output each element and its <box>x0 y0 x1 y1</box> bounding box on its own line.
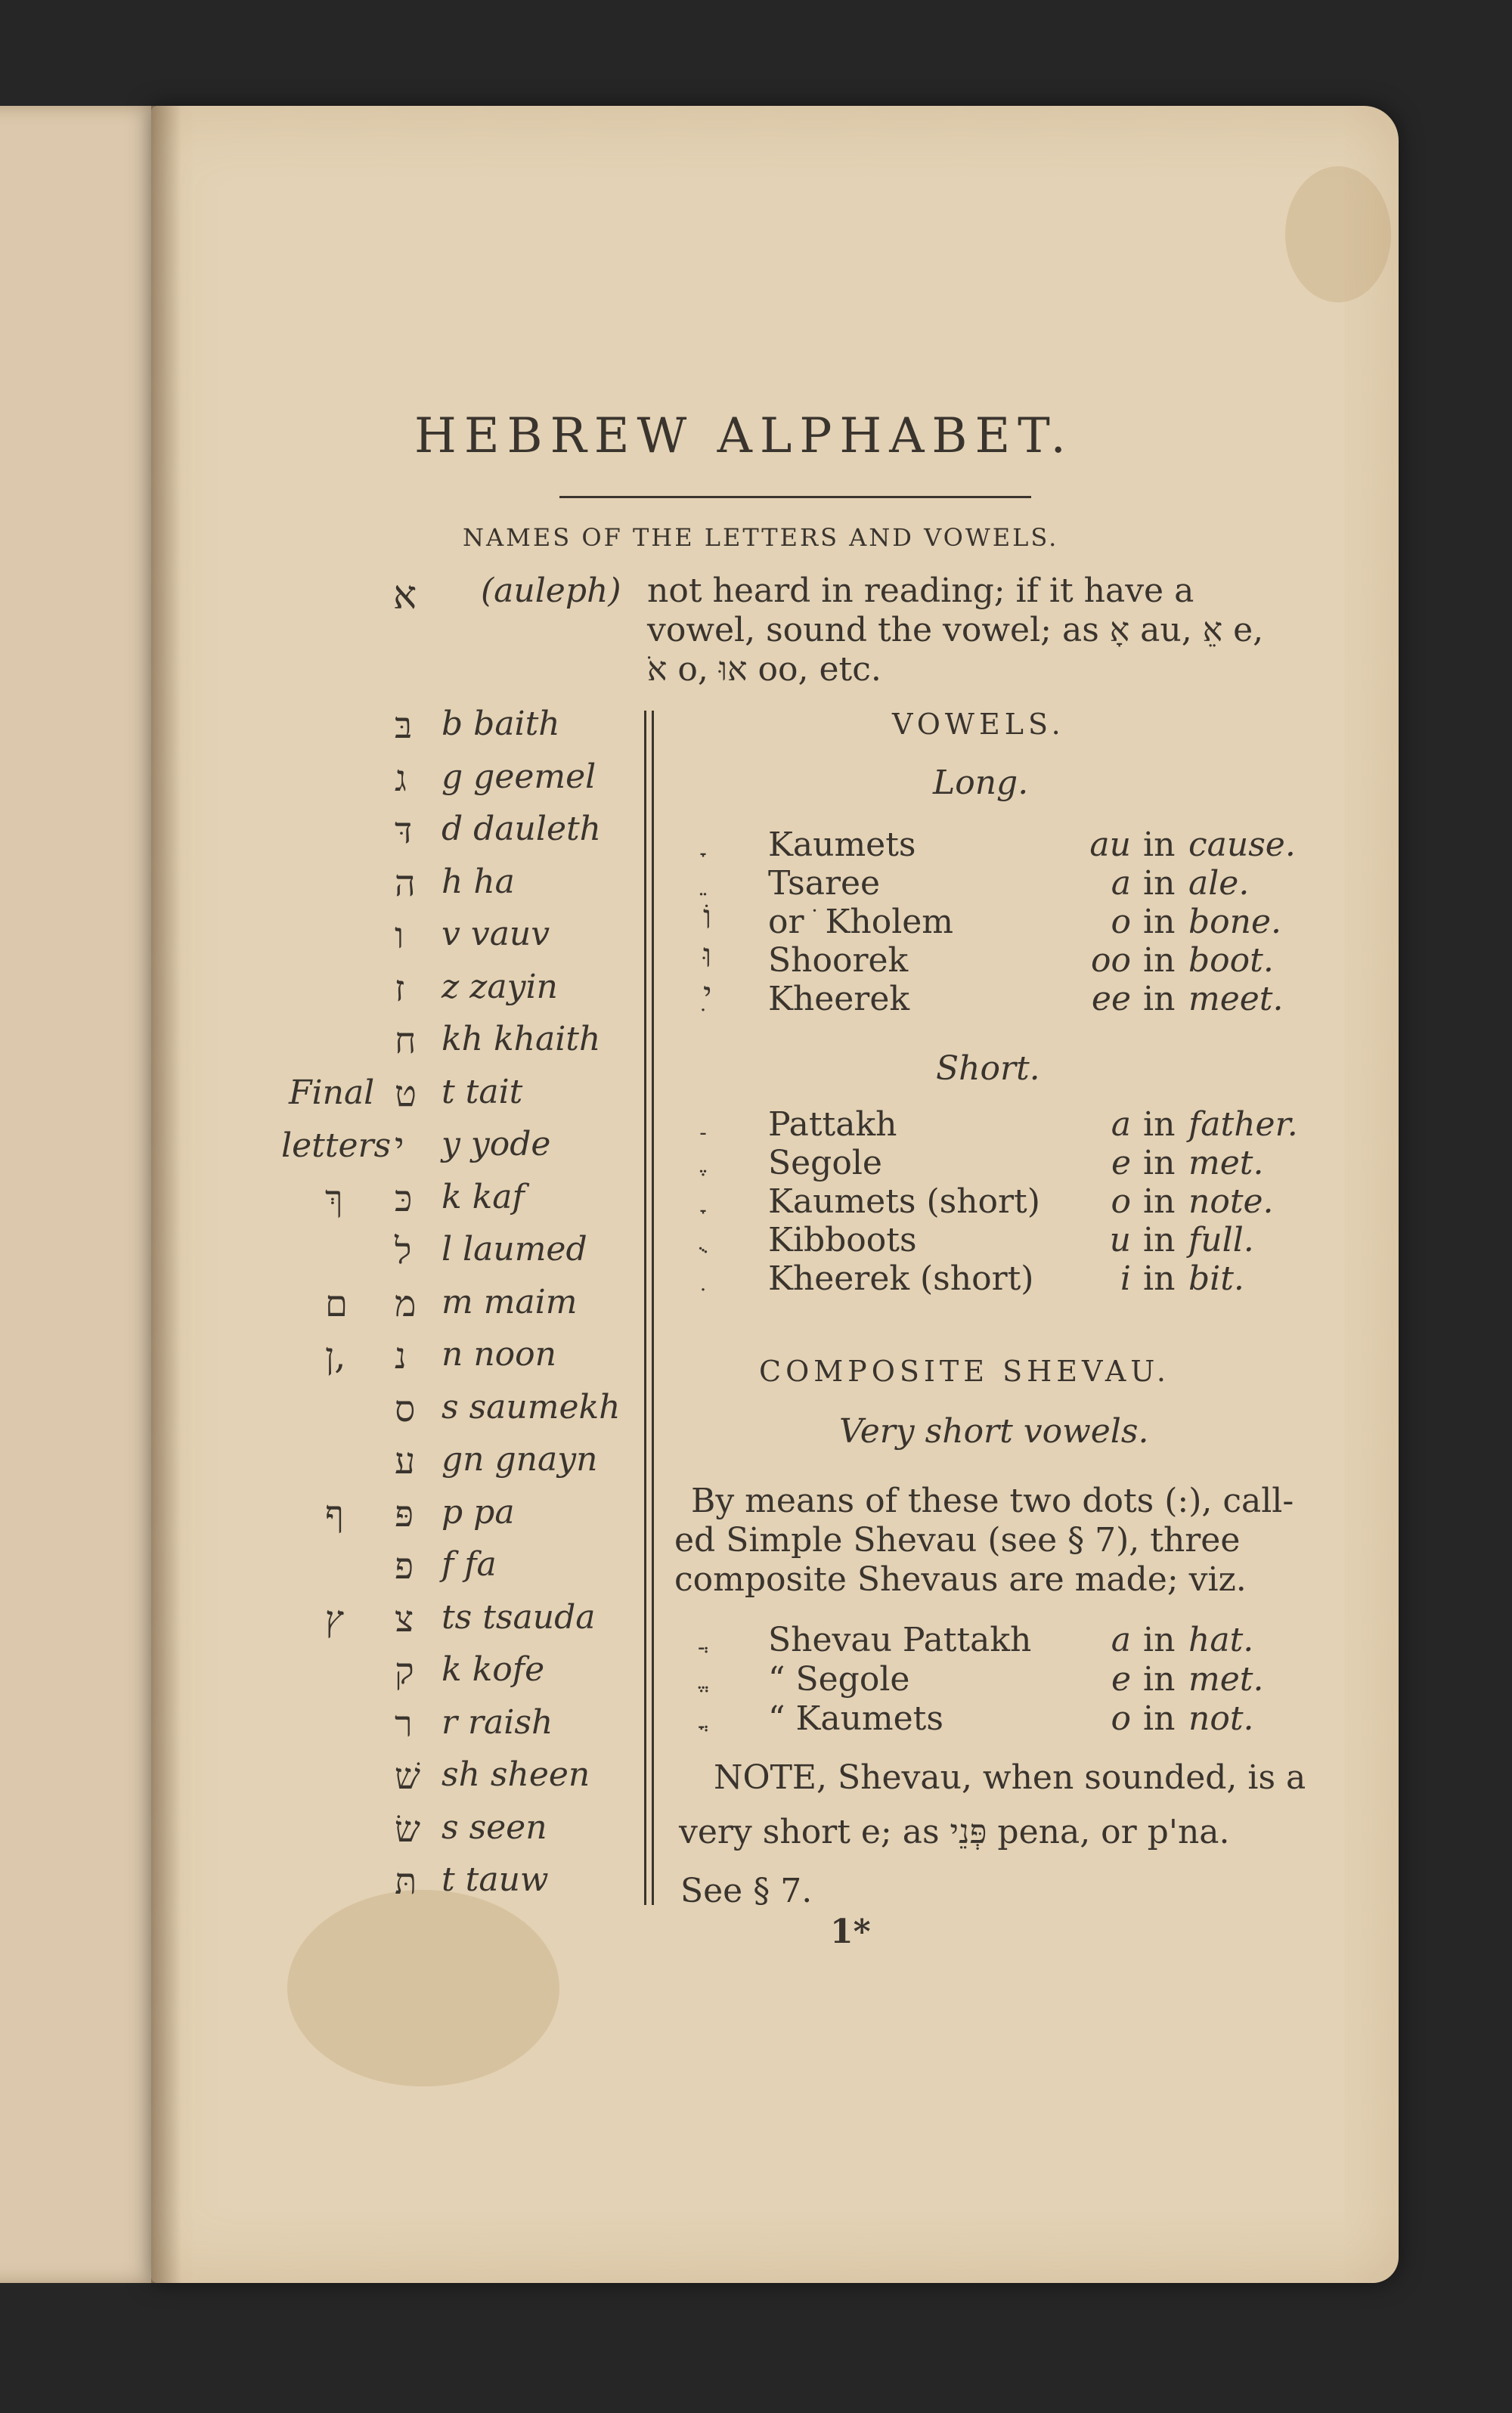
letter-char: ר <box>395 1702 413 1745</box>
vowel-name: Kibboots <box>768 1221 917 1259</box>
vowel-sound: ee <box>1091 980 1131 1018</box>
vowel-sound: u <box>1109 1221 1131 1259</box>
letter-char: י <box>395 1125 404 1167</box>
letter-char: תּ <box>395 1860 417 1903</box>
letter-name: p pa <box>442 1492 515 1532</box>
example-word: meet. <box>1188 980 1284 1018</box>
subtitle: NAMES OF THE LETTERS AND VOWELS. <box>463 523 1059 552</box>
letter-char: דּ <box>395 810 413 852</box>
aleph-desc-line2: vowel, sound the vowel; as אָ au, אֵ e, <box>647 611 1264 649</box>
vowels-heading: VOWELS. <box>892 708 1065 741</box>
aleph-desc-line3: אֹ o, אוּ oo, etc. <box>647 650 881 689</box>
vowel-name: Segole <box>768 1144 882 1182</box>
column-divider <box>644 711 646 1905</box>
in-word: in <box>1143 1105 1176 1144</box>
vowel-sound: au <box>1089 826 1131 864</box>
letter-name: m maim <box>442 1282 578 1321</box>
aleph-desc-line1: not heard in reading; if it have a <box>647 572 1194 610</box>
in-word: in <box>1143 980 1176 1018</box>
letter-char: ה <box>395 862 416 905</box>
letter-char: נ <box>395 1335 407 1377</box>
page-title: HEBREW ALPHABET. <box>414 408 1074 464</box>
final-letter-char: ן, <box>325 1335 346 1377</box>
note-line1: NOTE, Shevau, when sounded, is a <box>714 1758 1306 1797</box>
letter-name: r raish <box>442 1702 553 1742</box>
in-word: in <box>1143 1182 1176 1221</box>
final-letter-char: ף <box>325 1492 344 1535</box>
letter-name: y yode <box>442 1125 551 1163</box>
letter-name: t tauw <box>442 1860 549 1899</box>
vowel-sound: oo <box>1091 941 1131 980</box>
vowel-name: Pattakh <box>768 1105 897 1144</box>
letter-name: g geemel <box>442 757 596 796</box>
short-heading: Short. <box>936 1049 1040 1088</box>
final-letters-label: letters <box>281 1126 392 1165</box>
vowel-name: or ֹ Kholem <box>768 903 954 941</box>
vowel-name: Kheerek <box>768 980 910 1018</box>
stain <box>1285 166 1391 302</box>
letter-char: מ <box>395 1282 417 1325</box>
example-word: bit. <box>1188 1259 1244 1298</box>
final-letters-label: Final <box>289 1073 375 1112</box>
vowel-sound: a <box>1111 1105 1131 1144</box>
shevau-para-line2: ed Simple Shevau (see § 7), three <box>674 1521 1241 1560</box>
in-word: in <box>1143 1221 1176 1259</box>
vowel-sound: e <box>1111 1660 1131 1699</box>
letter-name: gn gnayn <box>442 1440 598 1479</box>
shevau-para-line3: composite Shevaus are made; viz. <box>674 1560 1247 1599</box>
example-word: ale. <box>1188 864 1250 903</box>
in-word: in <box>1143 1144 1176 1182</box>
column-divider <box>652 711 654 1905</box>
letter-char: ו <box>395 915 404 957</box>
vowel-name: Tsaree <box>768 864 881 903</box>
vowel-sign: ִי <box>703 975 712 1014</box>
letter-name: s seen <box>442 1807 547 1847</box>
in-word: in <box>1143 864 1176 903</box>
letter-char: ל <box>395 1230 412 1272</box>
vowel-sign: וֹ <box>703 898 712 937</box>
vowel-sound: o <box>1111 1699 1131 1738</box>
vowel-name: Kaumets (short) <box>768 1182 1040 1221</box>
letter-name: k kofe <box>442 1650 545 1689</box>
example-word: not. <box>1188 1699 1254 1738</box>
vowel-name: “ Segole <box>768 1660 910 1699</box>
letter-name: v vauv <box>442 915 550 953</box>
aleph-name: (auleph) <box>481 572 621 610</box>
vowel-sound: a <box>1111 1621 1131 1659</box>
example-word: met. <box>1188 1660 1264 1699</box>
example-word: met. <box>1188 1144 1264 1182</box>
vowel-sound: a <box>1111 864 1131 903</box>
letter-char: כּ <box>395 1177 413 1220</box>
in-word: in <box>1143 1699 1176 1738</box>
letter-name: t tait <box>442 1072 523 1111</box>
letter-name: b baith <box>442 705 560 743</box>
letter-name: k kaf <box>442 1177 525 1216</box>
stain <box>287 1890 559 2086</box>
letter-name: s saumekh <box>442 1387 621 1426</box>
letter-char: שׂ <box>395 1807 420 1851</box>
letter-name: ts tsauda <box>442 1597 596 1637</box>
example-word: cause. <box>1188 826 1296 864</box>
letter-char: שׁ <box>395 1755 420 1798</box>
vowel-sound: o <box>1111 903 1131 941</box>
letter-char: ק <box>395 1650 414 1693</box>
letter-name: l laumed <box>442 1230 587 1268</box>
letter-char: צ <box>395 1597 414 1640</box>
in-word: in <box>1143 903 1176 941</box>
in-word: in <box>1143 941 1176 980</box>
vowel-name: Shevau Pattakh <box>768 1621 1032 1659</box>
note-line2: very short e; as פְּנֵי pena, or p'na. <box>679 1813 1230 1851</box>
example-word: full. <box>1188 1221 1254 1259</box>
shevau-para-line1: By means of these two dots (:), call- <box>691 1482 1294 1520</box>
letter-char: ח <box>395 1020 417 1062</box>
vowel-sign: וּ <box>703 937 712 975</box>
letter-name: f fa <box>442 1545 497 1584</box>
letter-char: ט <box>395 1072 417 1115</box>
page-gutter-shadow <box>151 106 181 2283</box>
in-word: in <box>1143 1259 1176 1298</box>
letter-name: h ha <box>442 862 515 901</box>
letter-char: פּ <box>395 1492 414 1535</box>
vowel-sound: i <box>1120 1259 1131 1298</box>
letter-char: ס <box>395 1387 416 1430</box>
long-heading: Long. <box>933 764 1029 802</box>
letter-char: ע <box>395 1440 416 1482</box>
letter-char: ג <box>395 757 407 800</box>
letter-name: kh khaith <box>442 1020 601 1058</box>
letter-char: ז <box>395 967 405 1010</box>
vowel-name: Kheerek (short) <box>768 1259 1034 1298</box>
example-word: note. <box>1188 1182 1274 1221</box>
letter-name: sh sheen <box>442 1755 590 1794</box>
aleph-char: א <box>393 573 417 618</box>
vowel-name: Shoorek <box>768 941 909 980</box>
note-line3: See § 7. <box>680 1872 813 1910</box>
letter-char: פ <box>395 1545 414 1588</box>
example-word: boot. <box>1188 941 1274 980</box>
letter-name: z zayin <box>442 967 558 1006</box>
letter-name: n noon <box>442 1335 556 1374</box>
in-word: in <box>1143 826 1176 864</box>
example-word: father. <box>1188 1105 1298 1144</box>
example-word: hat. <box>1188 1621 1254 1659</box>
shevau-heading: COMPOSITE SHEVAU. <box>759 1355 1170 1388</box>
letter-name: d dauleth <box>442 810 602 848</box>
title-rule <box>559 496 1031 498</box>
vowel-sound: e <box>1111 1144 1131 1182</box>
vowel-name: “ Kaumets <box>768 1699 943 1738</box>
final-letter-char: ם <box>325 1282 348 1325</box>
vowel-name: Kaumets <box>768 826 916 864</box>
letter-char: בּ <box>395 705 413 747</box>
example-word: bone. <box>1188 903 1282 941</box>
in-word: in <box>1143 1621 1176 1659</box>
final-letter-char: ץ <box>325 1597 345 1640</box>
final-letter-char: ךְ <box>325 1177 343 1220</box>
shevau-subheading: Very short vowels. <box>839 1412 1149 1451</box>
page-signature: 1* <box>830 1913 871 1951</box>
vowel-sound: o <box>1111 1182 1131 1221</box>
in-word: in <box>1143 1660 1176 1699</box>
